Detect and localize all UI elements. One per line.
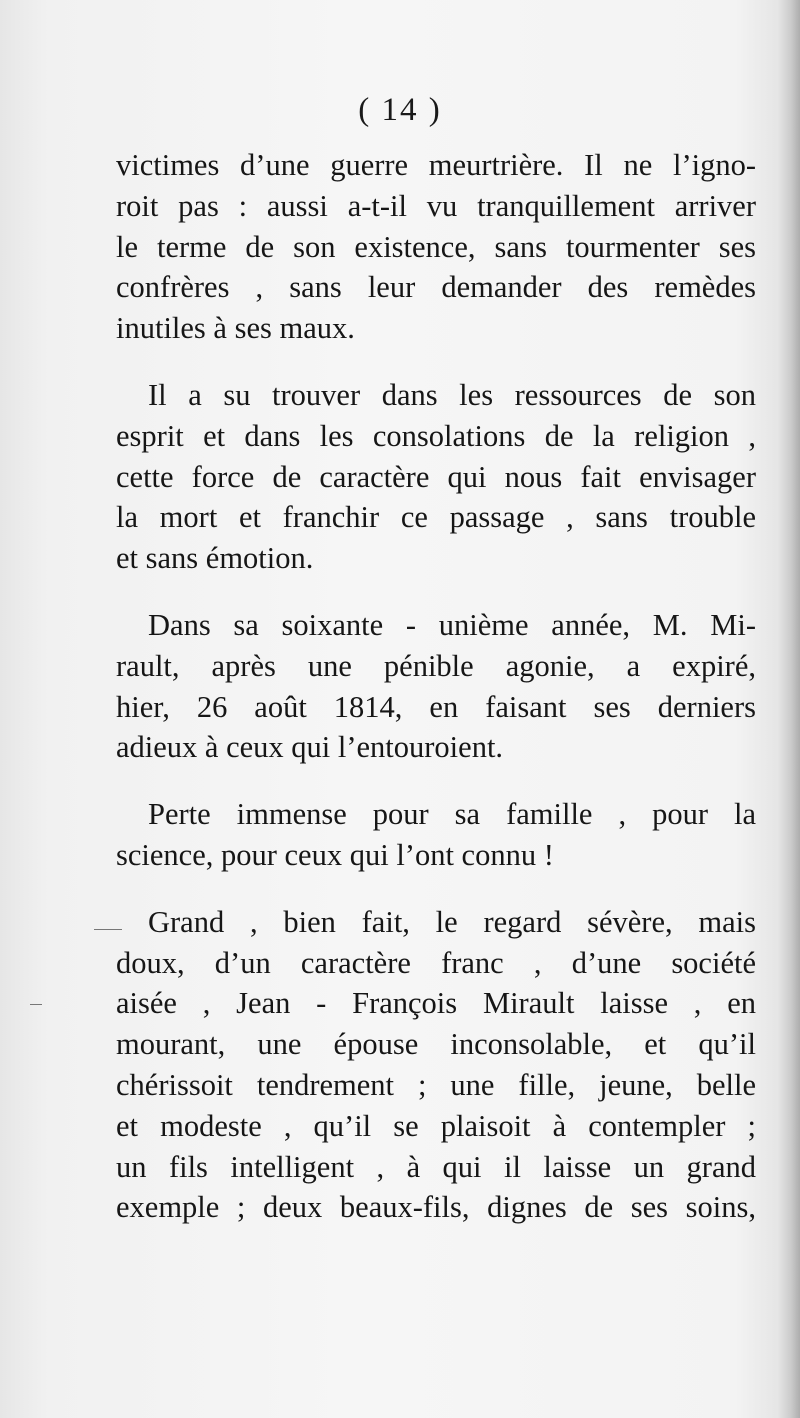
text-line: inutiles à ses maux. [116, 311, 355, 346]
paragraph-5 [116, 902, 756, 1228]
text-line: victimes d’une guerre meurtrière. Il ne l’igno- [116, 148, 756, 182]
text-line: Perte immense pour sa famille , pour la [148, 797, 756, 832]
page-number: ( 14 ) [358, 92, 442, 128]
text-line: doux, d’un caractère franc , d’une société [116, 945, 756, 980]
text-line: cette force de caractère qui nous fait envisager [116, 459, 756, 494]
paragraph-4 [116, 794, 756, 876]
text-line: mourant, une épouse inconsolable, et qu’il [116, 1027, 756, 1062]
text-line: roit pas : aussi a-t-il vu tranquillement arriver [116, 188, 756, 223]
text-line: hier, 26 août 1814, en faisant ses derniers [116, 689, 756, 724]
page-edge-shadow [778, 0, 800, 1418]
text-line: Dans sa soixante - unième année, M. Mi- [148, 607, 756, 642]
text-line: exemple ; deux beaux-fils, dignes de ses soins, [116, 1190, 756, 1225]
text-line: et sans émotion. [116, 541, 314, 576]
margin-mark [30, 1004, 42, 1005]
text-line: et modeste , qu’il se plaisoit à contempler ; [116, 1108, 756, 1143]
text-line: la mort et franchir ce passage , sans trouble [116, 500, 756, 535]
text-line: Grand , bien fait, le regard sévère, mais [148, 904, 756, 939]
paragraph-1 [116, 145, 756, 349]
text-line: adieux à ceux qui l’entouroient. [116, 730, 504, 765]
text-line: le terme de son existence, sans tourmenter ses [116, 229, 756, 264]
text-line: confrères , sans leur demander des remèdes [116, 270, 756, 305]
text-line: rault, après une pénible agonie, a expiré, [116, 648, 756, 683]
paragraph-2 [116, 375, 756, 579]
text-line: chérissoit tendrement ; une fille, jeune, belle [116, 1067, 756, 1102]
text-line: esprit et dans les consolations de la religion , [116, 418, 756, 453]
text-line: Il a su trouver dans les ressources de son [148, 377, 756, 412]
margin-mark [94, 929, 122, 930]
text-line: science, pour ceux qui l’ont connu ! [116, 837, 554, 872]
text-line: un fils intelligent , à qui il laisse un grand [116, 1149, 756, 1184]
body-text [116, 145, 756, 1228]
text-line: aisée , Jean - François Mirault laisse , en [116, 986, 756, 1021]
paragraph-3 [116, 605, 756, 768]
